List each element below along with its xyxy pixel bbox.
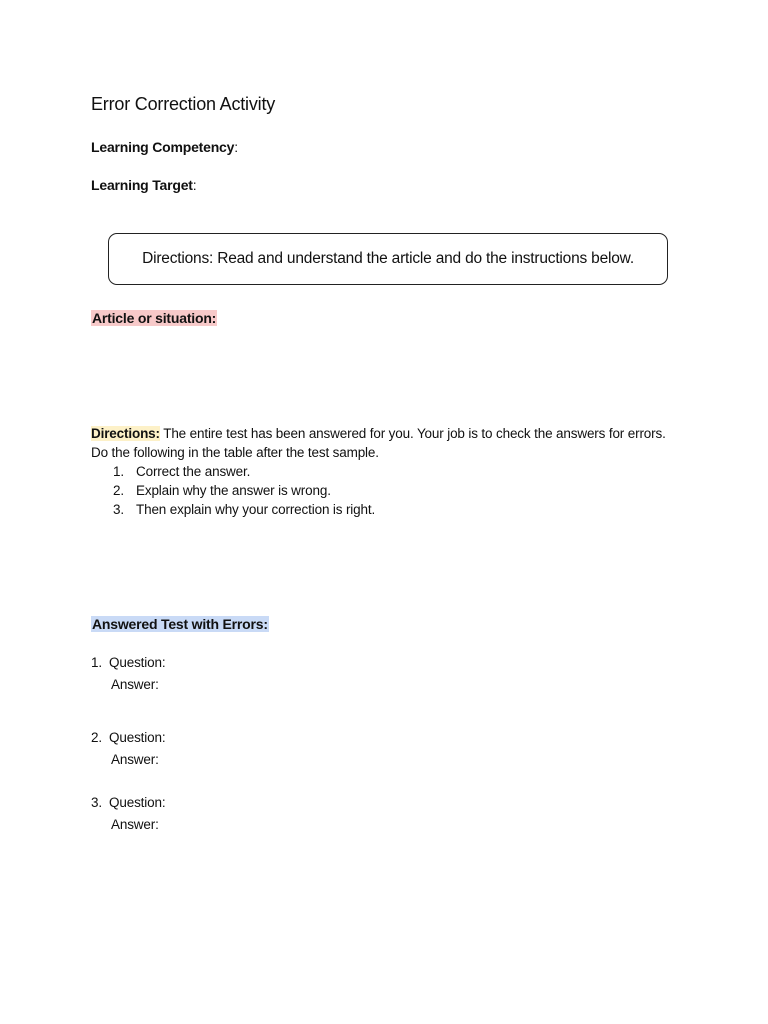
step-text: Correct the answer. — [136, 464, 251, 479]
question-item — [91, 727, 165, 771]
learning-target-colon: : — [192, 177, 197, 193]
question-label: Question: — [109, 655, 166, 670]
learning-target-label: Learning Target — [91, 177, 193, 193]
learning-competency — [91, 139, 238, 155]
directions-paragraph — [91, 424, 671, 462]
question-number: 3. — [91, 795, 102, 810]
article-heading: Article or situation: — [92, 310, 217, 326]
learning-competency-colon: : — [234, 139, 238, 155]
step-number: 1. — [113, 464, 124, 479]
question-label: Question: — [109, 795, 166, 810]
question-number: 1. — [91, 655, 102, 670]
directions-section — [91, 424, 671, 519]
directions-steps — [91, 462, 671, 519]
list-item — [91, 462, 671, 481]
question-item — [91, 792, 165, 836]
learning-competency-label: Learning Competency — [91, 139, 235, 155]
list-item — [91, 481, 671, 500]
directions-box — [108, 233, 668, 285]
directions-box-text: Directions: Read and understand the article and do the instructions below. — [142, 250, 634, 267]
step-number: 2. — [113, 483, 124, 498]
step-text: Then explain why your correction is right. — [136, 502, 376, 517]
step-text: Explain why the answer is wrong. — [136, 483, 331, 498]
question-item — [91, 652, 165, 696]
directions-text: The entire test has been answered for you. Your job is to check the answers for errors. Do the following in the table after the test sample. — [91, 426, 666, 460]
directions-lead: Directions: — [91, 426, 160, 441]
learning-target — [91, 177, 196, 193]
answered-test-heading: Answered Test with Errors: — [92, 616, 268, 632]
question-label: Question: — [109, 730, 166, 745]
page-title: Error Correction Activity — [91, 94, 276, 114]
list-item — [91, 500, 671, 519]
answer-label: Answer: — [111, 817, 159, 832]
question-number: 2. — [91, 730, 102, 745]
answer-label: Answer: — [111, 677, 159, 692]
answer-label: Answer: — [111, 752, 159, 767]
step-number: 3. — [113, 502, 124, 517]
